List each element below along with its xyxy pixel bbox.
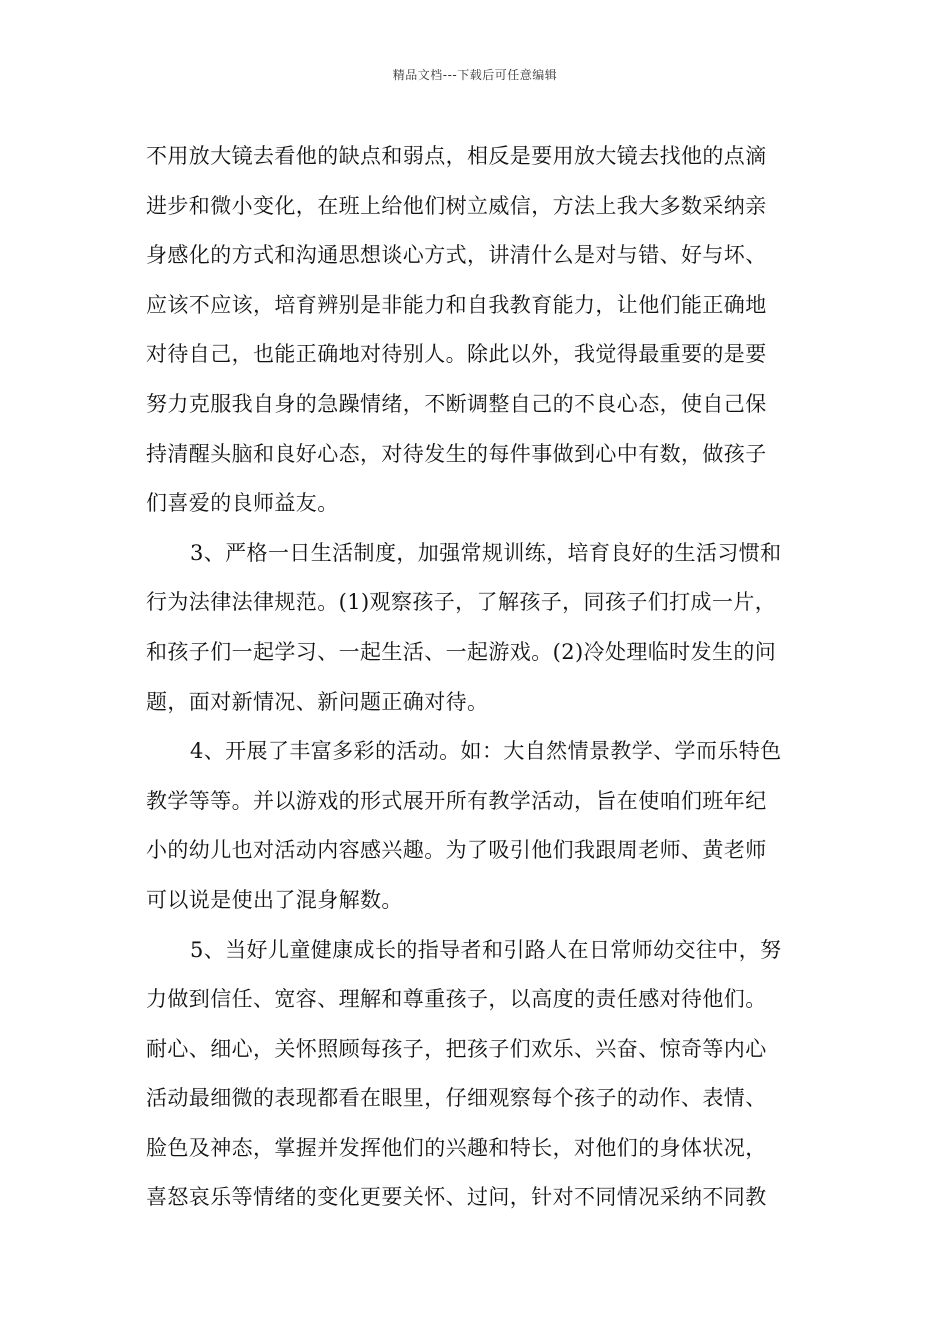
text-line: 可以说是使出了混身解数。 — [146, 887, 403, 912]
paragraph — [146, 727, 811, 925]
text-line: 5、当好儿童健康成长的指导者和引路人在日常师幼交往中，努 — [190, 937, 782, 962]
body-text — [146, 132, 811, 1223]
text-line: 和孩子们一起学习、一起生活、一起游戏。(2)冷处理临时发生的问 — [146, 639, 777, 664]
text-line: 活动最细微的表现都看在眼里，仔细观察每个孩子的动作、表情、 — [146, 1086, 767, 1111]
text-line: 不用放大镜去看他的缺点和弱点，相反是要用放大镜去找他的点滴 — [146, 144, 767, 168]
text-line: 身感化的方式和沟通思想谈心方式，讲清什么是对与错、好与坏、 — [146, 243, 767, 268]
text-line: 小的幼儿也对活动内容感兴趣。为了吸引他们我跟周老师、黄老师 — [146, 838, 767, 863]
text-line: 耐心、细心，关怀照顾每孩子，把孩子们欢乐、兴奋、惊奇等内心 — [146, 1036, 767, 1061]
text-line: 题，面对新情况、新问题正确对待。 — [146, 689, 489, 714]
text-line: 3、严格一日生活制度，加强常规训练，培育良好的生活习惯和 — [190, 540, 782, 565]
text-line: 进步和微小变化，在班上给他们树立威信，方法上我大多数采纳亲 — [146, 193, 767, 218]
text-line: 力做到信任、宽容、理解和尊重孩子，以高度的责任感对待他们。 — [146, 987, 767, 1012]
paragraph — [146, 926, 811, 1224]
paragraph — [146, 529, 811, 727]
text-line: 脸色及神态，掌握并发挥他们的兴趣和特长，对他们的身体状况， — [146, 1135, 767, 1160]
text-line: 教学等等。并以游戏的形式展开所有教学活动，旨在使咱们班年纪 — [146, 788, 767, 813]
paragraph — [146, 132, 811, 529]
text-line: 持清醒头脑和良好心态，对待发生的每件事做到心中有数，做孩子 — [146, 441, 767, 466]
text-line: 行为法律法律规范。(1)观察孩子，了解孩子，同孩子们打成一片， — [146, 590, 777, 615]
text-line: 们喜爱的良师益友。 — [146, 491, 339, 516]
text-line: 4、开展了丰富多彩的活动。如：大自然情景教学、学而乐特色 — [190, 739, 782, 764]
text-line: 应该不应该，培育辨别是非能力和自我教育能力，让他们能正确地 — [146, 292, 767, 317]
text-line: 喜怒哀乐等情绪的变化更要关怀、过问，针对不同情况采纳不同教 — [146, 1185, 767, 1210]
text-line: 努力克服我自身的急躁情绪，不断调整自己的不良心态，使自己保 — [146, 391, 767, 416]
page-header: 精品文档---下载后可任意编辑 — [392, 68, 558, 82]
text-line: 对待自己，也能正确地对待别人。除此以外，我觉得最重要的是要 — [146, 342, 767, 367]
